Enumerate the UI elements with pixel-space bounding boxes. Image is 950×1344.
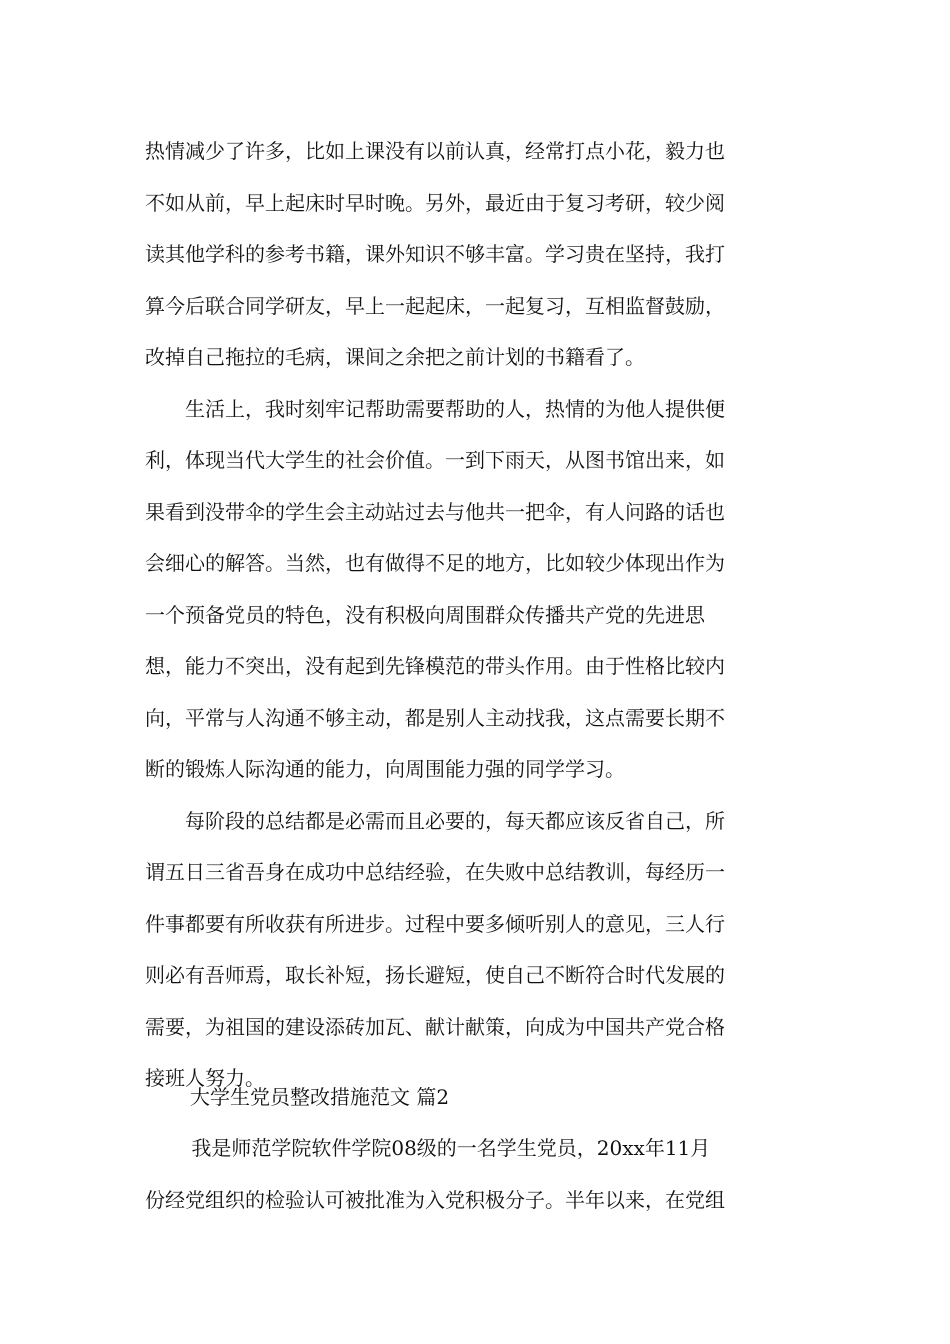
text-line: 一个预备党员的特色，没有积极向周围群众传播共产党的先进思 xyxy=(145,602,705,627)
text-line: 利，体现当代大学生的社会价值。一到下雨天，从图书馆出来，如 xyxy=(145,448,725,472)
text-line: 热情减少了许多，比如上课没有以前认真，经常打点小花，毅力也 xyxy=(145,139,725,163)
text-line: 生活上，我时刻牢记帮助需要帮助的人，热情的为他人提供便 xyxy=(145,396,725,421)
paragraph-intro xyxy=(145,1123,805,1226)
paragraph-life xyxy=(145,384,805,796)
text-line: 会细心的解答。当然，也有做得不足的地方，比如较少体现出作为 xyxy=(145,551,725,575)
text-line: 果看到没带伞的学生会主动站过去与他共一把伞，有人问路的话也 xyxy=(145,499,725,524)
paragraph-study xyxy=(145,126,805,384)
text-line: 谓五日三省吾身在成功中总结经验，在失败中总结教训，每经历一 xyxy=(145,860,725,884)
text-line: 件事都要有所收获有所进步。过程中要多倾听别人的意见，三人行 xyxy=(145,911,725,936)
text-line: 需要，为祖国的建设添砖加瓦、献计献策，向成为中国共产党合格 xyxy=(145,1014,725,1039)
text-line: 我是师范学院软件学院08级的一名学生党员，20xx年11月 xyxy=(145,1136,711,1160)
text-line: 算今后联合同学研友，早上一起起床，一起复习，互相监督鼓励， xyxy=(145,293,725,318)
text-line: 读其他学科的参考书籍，课外知识不够丰富。学习贵在坚持，我打 xyxy=(145,242,725,266)
text-line: 每阶段的总结都是必需而且必要的，每天都应该反省自己，所 xyxy=(145,808,725,833)
text-line: 接班人努力。 xyxy=(145,1066,265,1090)
text-line: 则必有吾师焉，取长补短，扬长避短，使自己不断符合时代发展的 xyxy=(145,963,725,987)
text-line: 份经党组织的检验认可被批准为入党积极分子。半年以来，在党组 xyxy=(145,1187,725,1212)
paragraph-summary xyxy=(145,796,805,1105)
text-line: 断的锻炼人际沟通的能力，向周围能力强的同学学习。 xyxy=(145,757,625,781)
section-heading: 大学生党员整改措施范文 篇2 xyxy=(190,1085,450,1109)
text-line: 想，能力不突出，没有起到先锋模范的带头作用。由于性格比较内 xyxy=(145,654,725,678)
text-line: 改掉自己拖拉的毛病，课间之余把之前计划的书籍看了。 xyxy=(145,345,645,369)
text-line: 向，平常与人沟通不够主动，都是别人主动找我，这点需要长期不 xyxy=(145,705,725,730)
text-line: 不如从前，早上起床时早时晚。另外，最近由于复习考研，较少阅 xyxy=(145,190,725,215)
